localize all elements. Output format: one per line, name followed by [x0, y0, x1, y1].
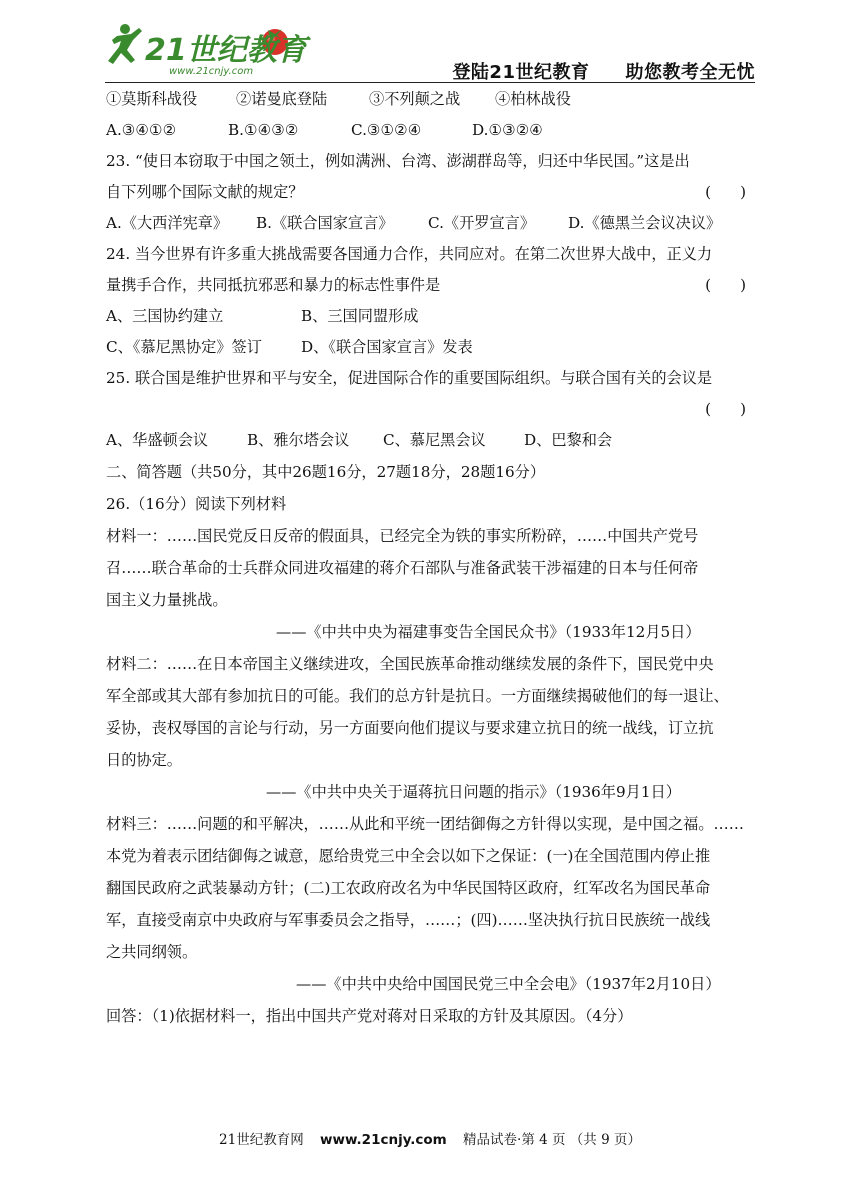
slogan-right: 助您教考全无忧 — [625, 62, 755, 83]
material3-source: ——《中共中央给中国国民党三中全会电》（1937年2月10日） — [296, 975, 721, 993]
site-logo[interactable] — [105, 20, 315, 78]
material1-line: 召……联合革命的士兵群众同进攻福建的蒋介石部队与准备武装干涉福建的日本与任何帝 — [106, 559, 699, 577]
q25-answer-blank: ( ) — [705, 400, 746, 418]
material3-line: 本党为着表示团结御侮之诚意，愿给贵党三中全会以如下之保证：(一)在全国范围内停止推 — [106, 847, 711, 865]
q22-event: ④柏林战役 — [495, 90, 571, 108]
material1-line: 材料一：……国民党反日反帝的假面具，已经完全为铁的事实所粉碎，……中国共产党号 — [106, 527, 699, 545]
q22-events — [106, 84, 756, 115]
material3-line: 之共同纲领。 — [106, 943, 198, 961]
q23-answer-blank: ( ) — [705, 183, 746, 201]
material2-line: 材料二：……在日本帝国主义继续进攻，全国民族革命推动继续发展的条件下，国民党中央 — [106, 655, 714, 673]
q23-option-a: A.《大西洋宪章》 — [106, 214, 229, 232]
q22-option-c: C.③①②④ — [351, 121, 422, 139]
logo-graphic — [105, 20, 315, 78]
material2-source: ——《中共中央关于逼蒋抗日问题的指示》（1936年9月1日） — [266, 783, 681, 801]
page-header — [105, 18, 755, 83]
q23-stem-line2 — [106, 177, 756, 208]
q25-option-c: C、慕尼黑会议 — [383, 431, 486, 449]
logo-url: www.21cnjy.com — [169, 66, 254, 77]
q22-event: ③不列颠之战 — [369, 90, 461, 108]
q26-title: 26.（16分）阅读下列材料 — [106, 495, 287, 513]
q24-stem-line2 — [106, 270, 756, 301]
q24-option-b: B、三国同盟形成 — [301, 307, 419, 325]
q25-stem-line1: 25. 联合国是维护世界和平与安全，促进国际合作的重要国际组织。与联合国有关的会议是 — [106, 369, 713, 387]
q22-option-d: D.①③②④ — [472, 121, 543, 139]
q24-options-ab — [106, 301, 756, 332]
q25-options — [106, 425, 756, 456]
page-footer — [0, 1128, 860, 1148]
answer-prompt: 回答：（1)依据材料一，指出中国共产党对蒋对日采取的方针及其原因。（4分） — [106, 1007, 633, 1025]
q24-option-c: C、《慕尼黑协定》签订 — [106, 338, 262, 356]
q23-stem-line1: 23. “使日本窃取于中国之领土，例如满洲、台湾、澎湖群岛等，归还中华民国。”这是出 — [106, 152, 690, 170]
slogan-left: 登陆21世纪教育 — [452, 62, 590, 83]
q24-option-a: A、三国协约建立 — [106, 307, 224, 325]
q24-answer-blank: ( ) — [705, 276, 746, 294]
document-body — [106, 84, 756, 1032]
material2-line: 日的协定。 — [106, 751, 182, 769]
q22-option-b: B.①④③② — [228, 121, 299, 139]
q23-option-c: C.《开罗宣言》 — [428, 214, 536, 232]
material3-line: 翻国民政府之武装暴动方针；(二)工农政府改名为中华民国特区政府，红军改名为国民革命 — [106, 879, 711, 897]
section-title: 二、简答题（共50分，其中26题16分，27题18分，28题16分） — [106, 463, 546, 481]
footer-site: 21世纪教育网 — [219, 1132, 304, 1148]
material3-line: 材料三：……问题的和平解决，……从此和平统一团结御侮之方针得以实现，是中国之福。…… — [106, 815, 744, 833]
q23-options — [106, 208, 756, 239]
q24-stem-line1: 24. 当今世界有许多重大挑战需要各国通力合作，共同应对。在第二次世界大战中，正义力 — [106, 245, 713, 263]
material3-line: 军，直接受南京中央政府与军事委员会之指导，……；(四)……坚决执行抗日民族统一战线 — [106, 911, 711, 929]
q24-stem-text: 量携手合作，共同抵抗邪恶和暴力的标志性事件是 — [106, 276, 441, 294]
runner-icon — [108, 24, 142, 64]
q24-options-cd — [106, 332, 756, 363]
q25-option-d: D、巴黎和会 — [524, 431, 613, 449]
material1-line: 国主义力量挑战。 — [106, 591, 228, 609]
q23-option-d: D.《德黑兰会议决议》 — [568, 214, 722, 232]
q25-answer-line — [106, 394, 756, 425]
q22-options — [106, 115, 756, 146]
q23-option-b: B.《联合国家宣言》 — [256, 214, 394, 232]
q25-option-b: B、雅尔塔会议 — [247, 431, 350, 449]
q22-event: ①莫斯科战役 — [106, 90, 198, 108]
material2-line: 军全部或其大部有参加抗日的可能。我们的总方针是抗日。一方面继续揭破他们的每一退让、 — [106, 687, 729, 705]
q23-stem-text: 自下列哪个国际文献的规定？ — [106, 183, 304, 201]
footer-page-info: 精品试卷·第 4 页 （共 9 页） — [463, 1132, 641, 1148]
logo-text: 21世纪教育 — [145, 33, 307, 68]
header-slogan — [452, 58, 755, 84]
q22-option-a: A.③④①② — [106, 121, 177, 139]
q25-option-a: A、华盛顿会议 — [106, 431, 209, 449]
q24-option-d: D、《联合国家宣言》发表 — [301, 338, 473, 356]
material1-source: ——《中共中央为福建事变告全国民众书》（1933年12月5日） — [276, 623, 701, 641]
material2-line: 妥协，丧权辱国的言论与行动，另一方面要向他们提议与要求建立抗日的统一战线，订立抗 — [106, 719, 714, 737]
footer-url[interactable]: www.21cnjy.com — [320, 1132, 447, 1148]
q22-event: ②诺曼底登陆 — [236, 90, 328, 108]
